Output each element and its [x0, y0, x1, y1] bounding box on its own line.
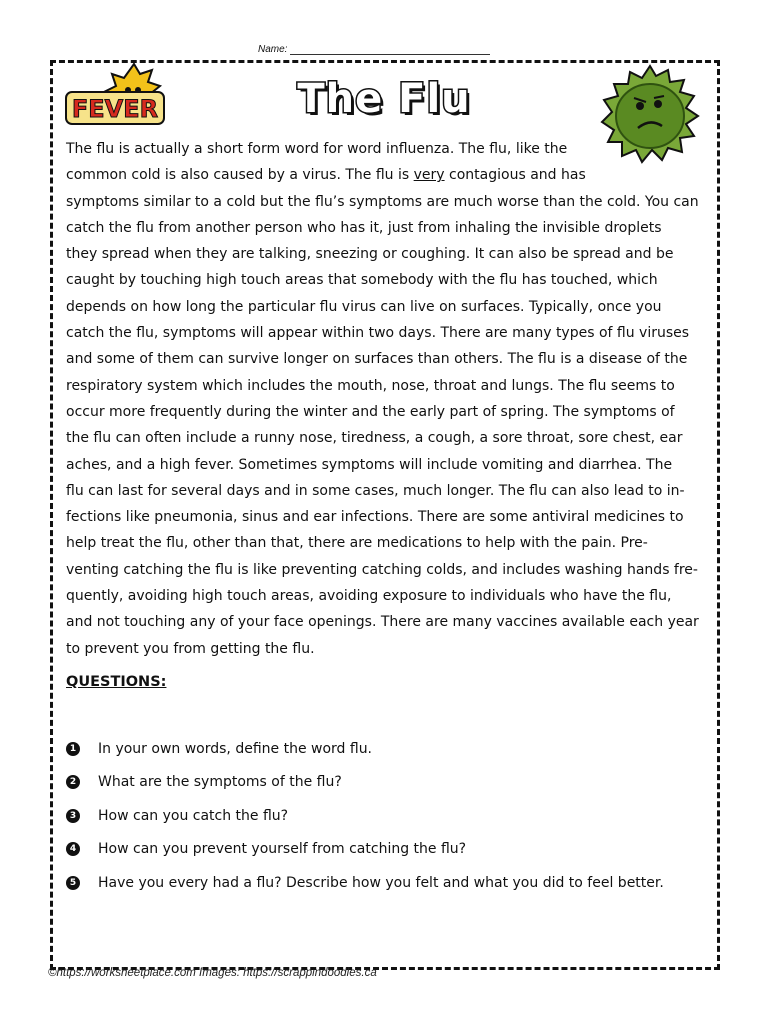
passage-line: to prevent you from getting the flu.	[66, 640, 315, 657]
passage-line: depends on how long the particular flu virus can live on surfaces. Typically, once you	[66, 298, 662, 315]
question-number-badge: 2	[66, 775, 80, 789]
question-number-badge: 4	[66, 842, 80, 856]
question-item	[66, 732, 716, 766]
name-label: Name:	[258, 44, 288, 55]
question-number-badge: 1	[66, 742, 80, 756]
passage-line: venting catching the flu is like preventing catching colds, and includes washing hands fre-	[66, 561, 698, 578]
passage-line: the flu can often include a runny nose, tiredness, a cough, a sore throat, sore chest, ear	[66, 430, 683, 447]
passage-line: flu can last for several days and in some cases, much longer. The flu can also lead to in-	[66, 482, 685, 499]
passage-line: common cold is also caused by a virus. The flu is very contagious and has	[66, 167, 586, 184]
underlined-word: very	[413, 167, 445, 184]
passage-line: and not touching any of your face openings. There are many vaccines available each year	[66, 614, 699, 631]
passage-line: they spread when they are talking, sneezing or coughing. It can also be spread and be	[66, 246, 674, 263]
passage-line: symptoms similar to a cold but the flu’s symptoms are much worse than the cold. You can	[66, 193, 699, 210]
question-item	[66, 833, 716, 867]
question-text: How can you prevent yourself from catching the flu?	[98, 841, 467, 858]
question-text: Have you every had a flu? Describe how you felt and what you did to feel better.	[98, 874, 664, 891]
passage-line: quently, avoiding high touch areas, avoiding exposure to individuals who have the flu,	[66, 588, 672, 605]
question-item	[66, 766, 716, 800]
passage-line: catch the flu, symptoms will appear within two days. There are many types of flu viruses	[66, 325, 690, 342]
passage-line: The flu is actually a short form word for word influenza. The flu, like the	[66, 141, 568, 157]
passage-line: catch the flu from another person who has it, just from inhaling the invisible droplets	[66, 219, 662, 236]
question-item	[66, 799, 716, 833]
passage-line: occur more frequently during the winter and the early part of spring. The symptoms of	[66, 403, 675, 420]
passage-line: help treat the flu, other than that, there are medications to help with the pain. Pre-	[66, 535, 648, 552]
fever-logo-text: FEVER	[71, 95, 159, 123]
question-item	[66, 866, 716, 900]
question-text: What are the symptoms of the flu?	[98, 774, 342, 791]
passage	[66, 136, 710, 662]
question-number-badge: 5	[66, 876, 80, 890]
question-text: How can you catch the flu?	[98, 807, 289, 824]
question-text: In your own words, define the word flu.	[98, 740, 373, 757]
page-title: The Flu	[297, 76, 471, 122]
passage-line: respiratory system which includes the mouth, nose, throat and lungs. The flu seems to	[66, 377, 675, 394]
passage-line: fections like pneumonia, sinus and ear infections. There are some antiviral medicines to	[66, 509, 684, 526]
question-number-badge: 3	[66, 809, 80, 823]
questions-list	[66, 732, 716, 900]
footer-credit: ©https://worksheetplace.com Images: https://scrappindoodles.ca	[48, 967, 377, 979]
passage-line: caught by touching high touch areas that somebody with the flu has touched, which	[66, 272, 658, 289]
passage-line: and some of them can survive longer on surfaces than others. The flu is a disease of the	[66, 351, 688, 368]
passage-line: aches, and a high fever. Sometimes symptoms will include vomiting and diarrhea. The	[66, 456, 673, 473]
name-line[interactable]	[290, 54, 490, 55]
questions-heading: QUESTIONS:	[66, 674, 167, 690]
